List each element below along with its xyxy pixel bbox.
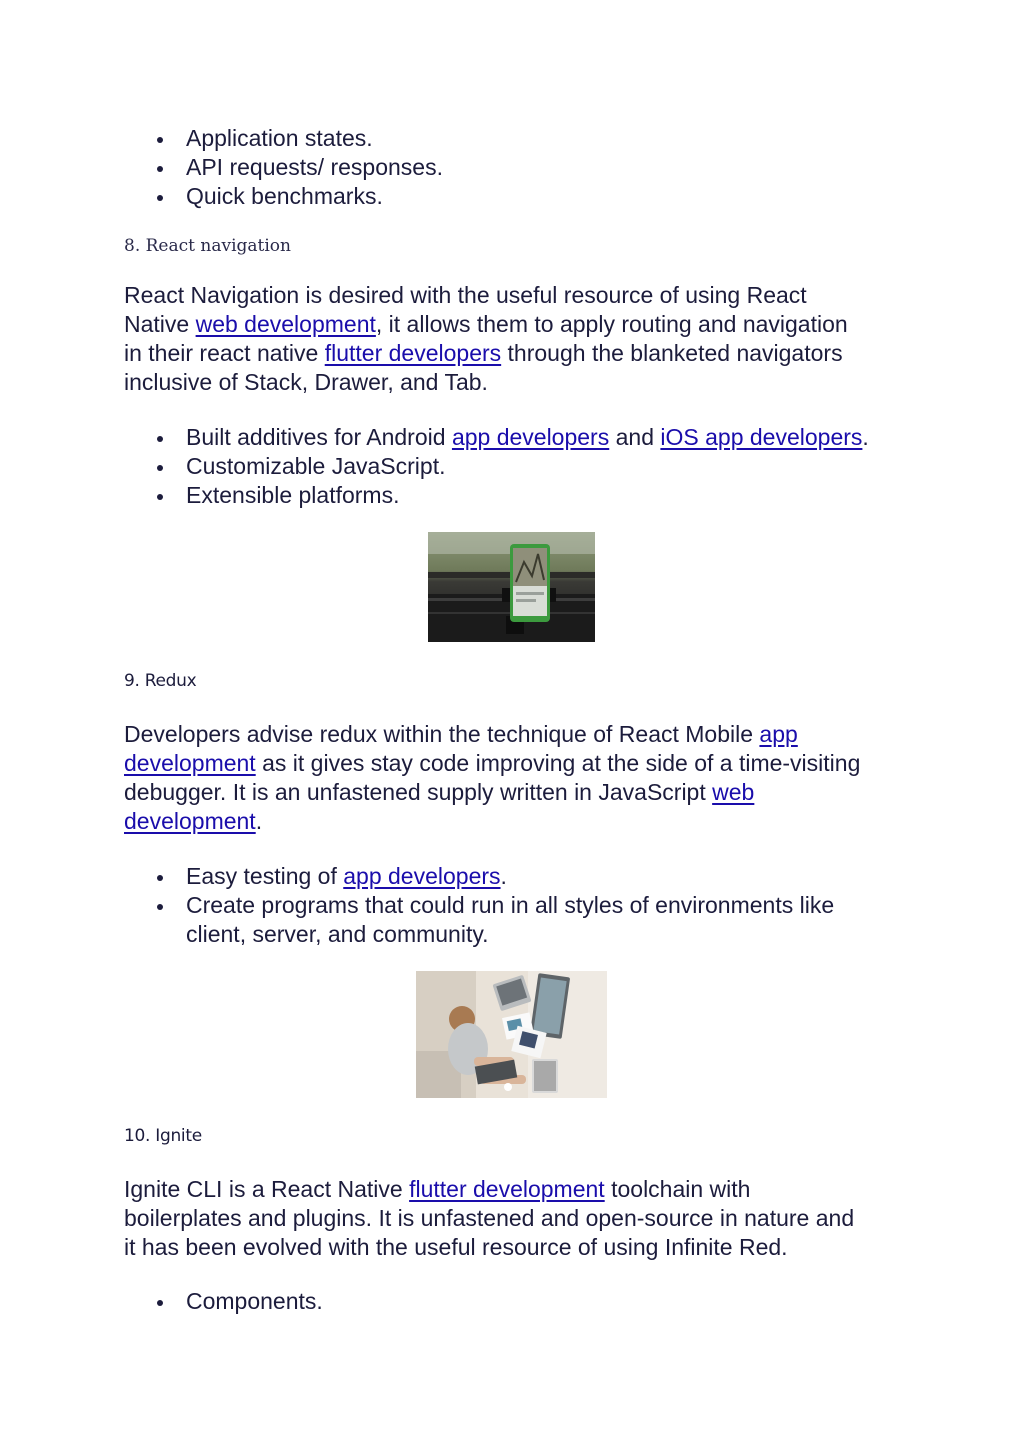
bullet-dot bbox=[157, 195, 163, 201]
paragraph-line bbox=[124, 720, 798, 749]
bullet-dot bbox=[157, 494, 163, 500]
text-run: boilerplates and plugins. It is unfastened and open-source in nature and bbox=[124, 1205, 855, 1231]
text-run: Ignite CLI is a React Native bbox=[124, 1176, 410, 1202]
paragraph-line bbox=[124, 1204, 854, 1233]
text-run: Built additives for Android bbox=[186, 424, 452, 450]
paragraph-line bbox=[124, 310, 848, 339]
list-item: Application states. bbox=[186, 125, 373, 151]
bullet-dot bbox=[157, 1300, 163, 1306]
list-item: Customizable JavaScript. bbox=[186, 453, 446, 479]
paragraph-line bbox=[124, 778, 754, 807]
text-run: as it gives stay code improving at the side of a time-visiting bbox=[255, 750, 861, 776]
link-web-development[interactable]: web bbox=[712, 779, 755, 805]
paragraph-line bbox=[124, 368, 488, 397]
text-run: Native bbox=[124, 311, 196, 337]
bullet-dot bbox=[157, 166, 163, 172]
phone-dashboard-image bbox=[428, 532, 595, 642]
link-web-development[interactable]: development bbox=[124, 808, 256, 834]
list-item: Create programs that could run in all styles of environments like bbox=[186, 892, 835, 918]
list-item bbox=[186, 862, 507, 891]
text-run: React Navigation is desired with the useful resource of using React bbox=[124, 282, 807, 308]
bullet-dot bbox=[157, 137, 163, 143]
section-heading: 10. Ignite bbox=[124, 1126, 202, 1146]
developer-desk-image bbox=[416, 971, 607, 1098]
link-ios-app-developers[interactable]: iOS app developers bbox=[660, 424, 863, 450]
list-item-continuation: client, server, and community. bbox=[186, 921, 489, 947]
section-heading: 9. Redux bbox=[124, 671, 197, 691]
link-app-development[interactable]: app bbox=[759, 721, 798, 747]
paragraph-line bbox=[124, 807, 262, 836]
bullet-dot bbox=[157, 436, 163, 442]
list-item: Quick benchmarks. bbox=[186, 183, 383, 209]
text-run: and bbox=[609, 424, 661, 450]
bullet-dot bbox=[157, 875, 163, 881]
list-item: Extensible platforms. bbox=[186, 482, 400, 508]
list-item: API requests/ responses. bbox=[186, 154, 443, 180]
link-app-developers[interactable]: app developers bbox=[343, 863, 501, 889]
link-flutter-developers[interactable]: flutter developers bbox=[324, 340, 502, 366]
text-run: toolchain with bbox=[604, 1176, 751, 1202]
text-run: Easy testing of bbox=[186, 863, 344, 889]
text-run: inclusive of Stack, Drawer, and Tab. bbox=[124, 369, 488, 395]
paragraph-line bbox=[124, 281, 807, 310]
link-app-development[interactable]: development bbox=[124, 750, 256, 776]
text-run: through the blanketed navigators bbox=[501, 340, 843, 366]
list-item bbox=[186, 423, 869, 452]
section-heading: 8. React navigation bbox=[124, 236, 291, 256]
bullet-dot bbox=[157, 904, 163, 910]
paragraph-line bbox=[124, 339, 843, 368]
link-flutter-development[interactable]: flutter development bbox=[409, 1176, 605, 1202]
text-run: . bbox=[862, 424, 869, 450]
text-run: in their react native bbox=[124, 340, 325, 366]
paragraph-line bbox=[124, 1233, 788, 1262]
list-item: Components. bbox=[186, 1288, 323, 1314]
bullet-dot bbox=[157, 465, 163, 471]
text-run: . bbox=[500, 863, 507, 889]
text-run: debugger. It is an unfastened supply written in JavaScript bbox=[124, 779, 713, 805]
text-run: Developers advise redux within the technique of React Mobile bbox=[124, 721, 760, 747]
paragraph-line bbox=[124, 749, 860, 778]
paragraph-line bbox=[124, 1175, 750, 1204]
link-app-developers[interactable]: app developers bbox=[451, 424, 610, 450]
text-run: , it allows them to apply routing and navigation bbox=[375, 311, 848, 337]
text-run: . bbox=[255, 808, 263, 834]
link-web-development[interactable]: web development bbox=[195, 311, 376, 337]
text-run: it has been evolved with the useful resource of using Infinite Red. bbox=[124, 1234, 788, 1260]
